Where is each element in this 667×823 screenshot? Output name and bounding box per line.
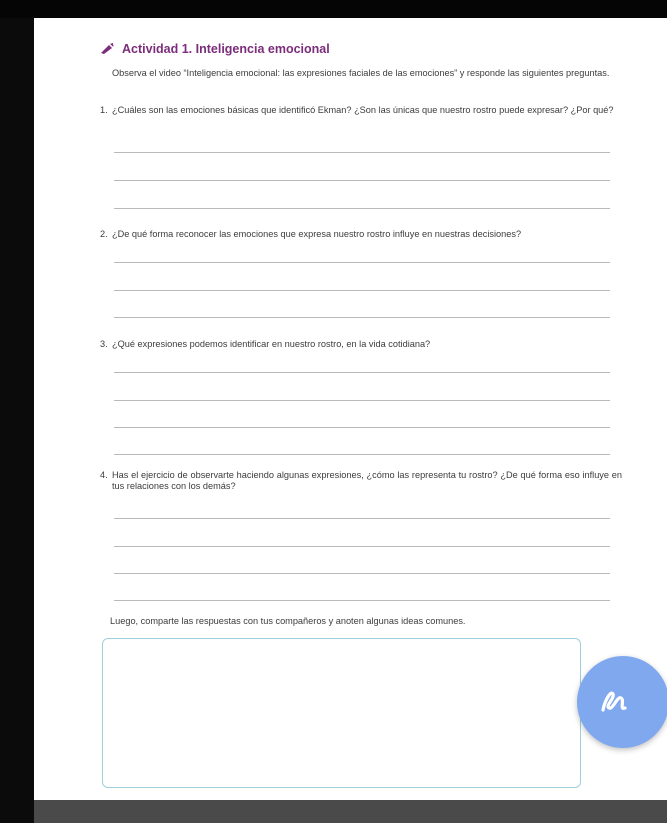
- answer-line[interactable]: [114, 372, 610, 373]
- answer-line[interactable]: [114, 427, 610, 428]
- squiggle-pen-icon: [595, 680, 635, 720]
- answer-line[interactable]: [114, 573, 610, 574]
- question-2: [100, 229, 622, 240]
- annotate-button[interactable]: [577, 656, 667, 748]
- answer-line[interactable]: [114, 454, 610, 455]
- answer-line[interactable]: [114, 152, 610, 153]
- answer-line[interactable]: [114, 600, 610, 601]
- question-number: 4.: [100, 470, 108, 480]
- viewer-bottom-bar: [34, 800, 667, 823]
- top-bar: [0, 0, 667, 18]
- answer-line[interactable]: [114, 317, 610, 318]
- answer-line[interactable]: [114, 546, 610, 547]
- answer-line[interactable]: [114, 180, 610, 181]
- question-number: 3.: [100, 339, 108, 349]
- question-number: 2.: [100, 229, 108, 239]
- answer-line[interactable]: [114, 208, 610, 209]
- question-text: ¿De qué forma reconocer las emociones que expresa nuestro rostro influye en nuestras decisiones?: [112, 229, 522, 239]
- question-text: ¿Qué expresiones podemos identificar en nuestro rostro, en la vida cotidiana?: [112, 339, 431, 349]
- activity-intro: Observa el video “Inteligencia emocional: las expresiones faciales de las emociones” y responde las siguientes preguntas.: [112, 68, 610, 78]
- closing-instruction: Luego, comparte las respuestas con tus compañeros y anoten algunas ideas comunes.: [110, 616, 466, 626]
- activity-title: [100, 42, 330, 56]
- question-text: Has el ejercicio de observarte haciendo algunas expresiones, ¿cómo las representa tu rostro? ¿De qué forma eso influye en tus relaciones con los demás?: [112, 470, 622, 491]
- question-3: [100, 339, 622, 350]
- question-number: 1.: [100, 105, 108, 115]
- shared-ideas-box[interactable]: [102, 638, 581, 788]
- answer-line[interactable]: [114, 290, 610, 291]
- question-1: [100, 105, 622, 116]
- viewer-left-margin: [0, 18, 34, 823]
- question-4: [100, 470, 622, 492]
- answer-line[interactable]: [114, 262, 610, 263]
- answer-line[interactable]: [114, 518, 610, 519]
- activity-title-text: Actividad 1. Inteligencia emocional: [122, 42, 330, 56]
- worksheet-page: [34, 18, 667, 800]
- question-text: ¿Cuáles son las emociones básicas que identificó Ekman? ¿Son las únicas que nuestro rostro puede expresar? ¿Por qué?: [112, 105, 614, 115]
- arrow-pencil-icon: [100, 43, 116, 55]
- answer-line[interactable]: [114, 400, 610, 401]
